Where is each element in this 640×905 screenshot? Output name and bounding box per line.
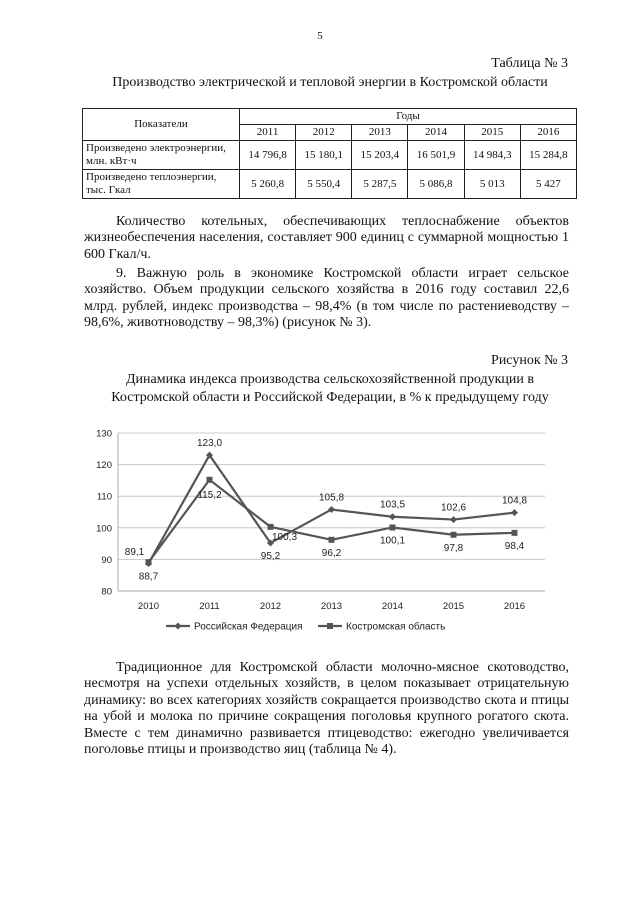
header-indicators: Показатели <box>83 109 240 141</box>
data-label: 95,2 <box>260 550 281 562</box>
legend-label: Российская Федерация <box>194 621 303 633</box>
row-label: Произведено теплоэнергии, тыс. Гкал <box>83 170 240 199</box>
paragraph-boilers: Количество котельных, обеспечивающих теплоснабжение объектов жизнеобеспечения населения, составляет 900 единиц с суммарной мощностью 1 600 Гкал/ч. <box>84 214 569 262</box>
figure-title-line2: Костромской области и Российской Федерации, в % к предыдущему году <box>111 390 549 405</box>
y-tick-label: 110 <box>96 491 112 503</box>
data-label: 89,1 <box>124 547 145 559</box>
data-label: 97,8 <box>443 542 464 554</box>
paragraph-livestock: Традиционное для Костромской области молочно-мясное скотоводство, несмотря на успехи отдельных хозяйств, в целом показывает отрицательную динамику: во всех категориях хозяйств сокращается производство скота и птицы на убой и молока по причине сокращения поголовья крупного рогатого скота. Вместе с тем динамично развивается птицеводство: ежегодно увеличивается поголовье птицы и производство яиц (таблица № 4). <box>84 660 569 758</box>
value-cell: 5 427 <box>520 170 576 199</box>
data-label: 100,3 <box>271 531 298 543</box>
value-cell: 15 203,4 <box>352 141 408 170</box>
x-tick-label: 2014 <box>381 601 404 612</box>
row-label: Произведено электроэнергии, млн. кВт·ч <box>83 141 240 170</box>
data-label: 100,1 <box>379 535 406 547</box>
value-cell: 5 287,5 <box>352 170 408 199</box>
value-cell: 5 086,8 <box>408 170 464 199</box>
value-cell: 15 180,1 <box>296 141 352 170</box>
point-marker <box>268 524 274 530</box>
chart-data-labels <box>125 438 528 582</box>
point-marker <box>207 477 213 483</box>
value-cell: 14 796,8 <box>240 141 296 170</box>
chart-axes <box>96 429 545 613</box>
figure-title-line1: Динамика индекса производства сельскохозяйственной продукции в <box>125 372 534 387</box>
y-tick-label: 120 <box>96 460 112 472</box>
data-label: 96,2 <box>321 547 342 559</box>
data-label: 102,6 <box>440 502 467 514</box>
point-marker <box>389 513 396 520</box>
year-cell: 2013 <box>352 125 408 141</box>
y-tick-label: 90 <box>101 554 112 566</box>
point-marker <box>327 623 333 629</box>
y-tick-label: 100 <box>96 523 112 535</box>
data-label: 105,8 <box>318 492 345 504</box>
value-cell: 16 501,9 <box>408 141 464 170</box>
y-tick-label: 130 <box>96 428 112 440</box>
table-label: Таблица № 3 <box>491 56 568 71</box>
x-tick-label: 2013 <box>320 601 343 612</box>
point-marker <box>175 623 182 630</box>
point-marker <box>390 524 396 530</box>
data-label: 103,5 <box>379 499 406 511</box>
x-tick-label: 2016 <box>503 601 526 612</box>
x-tick-label: 2015 <box>442 601 465 612</box>
year-cell: 2014 <box>408 125 464 141</box>
value-cell: 5 550,4 <box>296 170 352 199</box>
value-cell: 14 984,3 <box>464 141 520 170</box>
point-marker <box>511 509 518 516</box>
year-cell: 2016 <box>520 125 576 141</box>
point-marker <box>450 516 457 523</box>
data-label: 123,0 <box>196 438 223 450</box>
paragraph-agriculture: 9. Важную роль в экономике Костромской области играет сельское хозяйство. Объем продукции сельского хозяйства в 2016 году составил 22,6 млрд. рублей, индекс производства – 98,4% (в том числе по растениеводству – 98,6%, животноводству – 98,3%) (рисунок № 3). <box>84 266 569 331</box>
figure-label: Рисунок № 3 <box>491 353 568 368</box>
value-cell: 5 260,8 <box>240 170 296 199</box>
value-cell: 5 013 <box>464 170 520 199</box>
point-marker <box>451 532 457 538</box>
value-cell: 15 284,8 <box>520 141 576 170</box>
x-tick-label: 2012 <box>259 601 282 612</box>
x-tick-label: 2010 <box>137 601 160 612</box>
year-cell: 2011 <box>240 125 296 141</box>
page-number: 5 <box>317 30 323 42</box>
year-cell: 2012 <box>296 125 352 141</box>
data-label: 88,7 <box>138 571 159 583</box>
chart-legend <box>166 621 445 633</box>
year-cell: 2015 <box>464 125 520 141</box>
table-title: Производство электрической и тепловой энергии в Костромской области <box>112 75 548 90</box>
point-marker <box>512 530 518 536</box>
point-marker <box>146 559 152 565</box>
data-label: 104,8 <box>501 495 528 507</box>
data-label: 115,2 <box>197 489 222 501</box>
point-marker <box>329 537 335 543</box>
header-years: Годы <box>240 109 577 125</box>
legend-label: Костромская область <box>346 621 446 633</box>
y-tick-label: 80 <box>101 586 112 598</box>
x-tick-label: 2011 <box>199 601 220 612</box>
data-label: 98,4 <box>504 540 525 552</box>
